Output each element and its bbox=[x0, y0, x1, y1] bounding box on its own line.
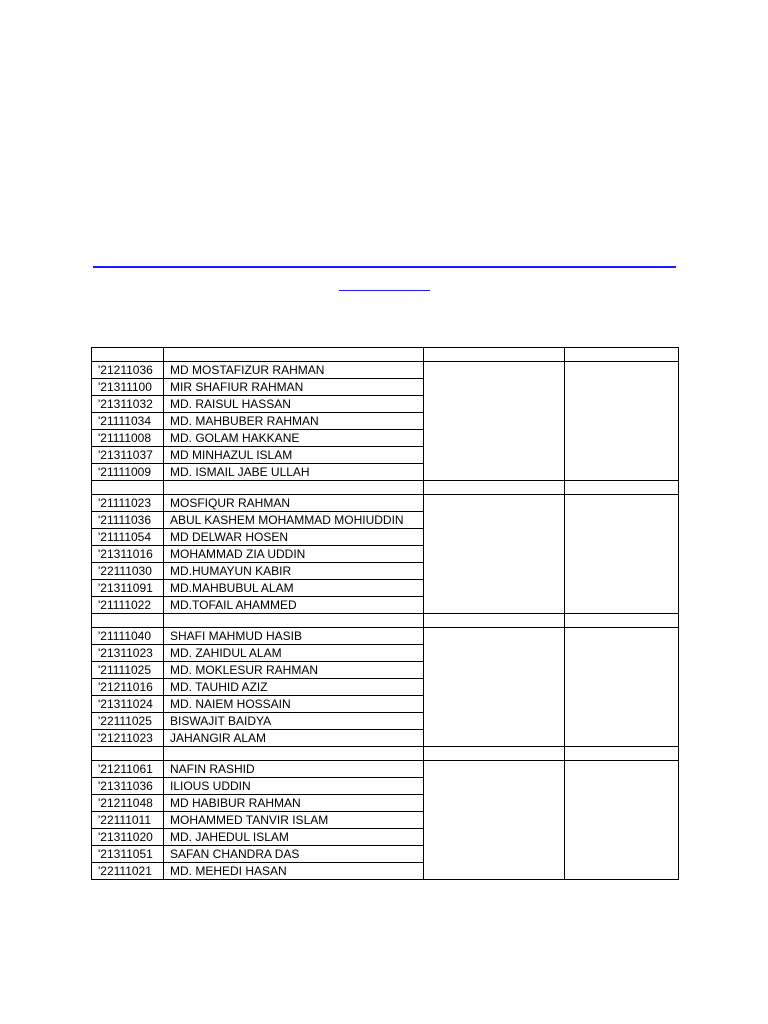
student-name-cell: MD MINHAZUL ISLAM bbox=[164, 447, 424, 464]
student-id-cell: '21111022 bbox=[92, 597, 164, 614]
student-id-cell: '21211048 bbox=[92, 795, 164, 812]
student-id-cell: '21311024 bbox=[92, 696, 164, 713]
student-name-cell: MOHAMMAD ZIA UDDIN bbox=[164, 546, 424, 563]
student-id-cell: '22111030 bbox=[92, 563, 164, 580]
separator-cell bbox=[92, 614, 164, 628]
student-id-cell: '21111054 bbox=[92, 529, 164, 546]
group-merged-cell-a bbox=[424, 362, 565, 481]
table-row bbox=[92, 628, 679, 645]
student-id-cell: '21111036 bbox=[92, 512, 164, 529]
group-merged-cell-b bbox=[565, 628, 679, 747]
header-rule bbox=[93, 266, 676, 268]
student-name-cell: MD. ZAHIDUL ALAM bbox=[164, 645, 424, 662]
group-merged-cell-b bbox=[565, 362, 679, 481]
student-name-cell: ABUL KASHEM MOHAMMAD MOHIUDDIN bbox=[164, 512, 424, 529]
student-name-cell: MD. GOLAM HAKKANE bbox=[164, 430, 424, 447]
sub-header-rule bbox=[339, 290, 430, 291]
header-cell-id bbox=[92, 348, 164, 362]
separator-cell bbox=[424, 614, 565, 628]
separator-cell bbox=[565, 481, 679, 495]
student-name-cell: MD. MOKLESUR RAHMAN bbox=[164, 662, 424, 679]
student-id-cell: '21111009 bbox=[92, 464, 164, 481]
student-name-cell: SHAFI MAHMUD HASIB bbox=[164, 628, 424, 645]
student-id-cell: '21111034 bbox=[92, 413, 164, 430]
student-name-cell: MD.HUMAYUN KABIR bbox=[164, 563, 424, 580]
student-name-cell: MD.MAHBUBUL ALAM bbox=[164, 580, 424, 597]
student-id-cell: '21311032 bbox=[92, 396, 164, 413]
student-id-cell: '21311036 bbox=[92, 778, 164, 795]
student-id-cell: '21311051 bbox=[92, 846, 164, 863]
separator-cell bbox=[565, 747, 679, 761]
group-separator-row bbox=[92, 481, 679, 495]
separator-cell bbox=[164, 481, 424, 495]
student-id-cell: '21211016 bbox=[92, 679, 164, 696]
student-name-cell: MD. ISMAIL JABE ULLAH bbox=[164, 464, 424, 481]
student-id-cell: '21311020 bbox=[92, 829, 164, 846]
student-roster-table bbox=[91, 347, 679, 880]
student-name-cell: MOSFIQUR RAHMAN bbox=[164, 495, 424, 512]
student-id-cell: '21111040 bbox=[92, 628, 164, 645]
group-separator-row bbox=[92, 747, 679, 761]
student-name-cell: NAFIN RASHID bbox=[164, 761, 424, 778]
separator-cell bbox=[164, 747, 424, 761]
student-name-cell: JAHANGIR ALAM bbox=[164, 730, 424, 747]
student-id-cell: '21111023 bbox=[92, 495, 164, 512]
roster-body bbox=[92, 348, 679, 880]
student-name-cell: MD. MAHBUBER RAHMAN bbox=[164, 413, 424, 430]
student-name-cell: MD HABIBUR RAHMAN bbox=[164, 795, 424, 812]
group-separator-row bbox=[92, 614, 679, 628]
separator-cell bbox=[92, 481, 164, 495]
student-id-cell: '22111011 bbox=[92, 812, 164, 829]
group-merged-cell-a bbox=[424, 628, 565, 747]
header-cell-name bbox=[164, 348, 424, 362]
separator-cell bbox=[92, 747, 164, 761]
header-cell-b bbox=[565, 348, 679, 362]
student-id-cell: '21311023 bbox=[92, 645, 164, 662]
group-merged-cell-b bbox=[565, 761, 679, 880]
student-name-cell: MD. JAHEDUL ISLAM bbox=[164, 829, 424, 846]
student-id-cell: '22111025 bbox=[92, 713, 164, 730]
separator-cell bbox=[424, 747, 565, 761]
student-name-cell: SAFAN CHANDRA DAS bbox=[164, 846, 424, 863]
student-id-cell: '21211023 bbox=[92, 730, 164, 747]
group-merged-cell-b bbox=[565, 495, 679, 614]
table-row bbox=[92, 495, 679, 512]
table-row bbox=[92, 362, 679, 379]
student-id-cell: '21111008 bbox=[92, 430, 164, 447]
table-row bbox=[92, 761, 679, 778]
student-id-cell: '21311016 bbox=[92, 546, 164, 563]
student-name-cell: MD. NAIEM HOSSAIN bbox=[164, 696, 424, 713]
student-name-cell: MD. MEHEDI HASAN bbox=[164, 863, 424, 880]
header-cell-a bbox=[424, 348, 565, 362]
student-name-cell: BISWAJIT BAIDYA bbox=[164, 713, 424, 730]
separator-cell bbox=[164, 614, 424, 628]
student-id-cell: '22111021 bbox=[92, 863, 164, 880]
student-id-cell: '21111025 bbox=[92, 662, 164, 679]
header-row bbox=[92, 348, 679, 362]
student-name-cell: MD DELWAR HOSEN bbox=[164, 529, 424, 546]
student-name-cell: MD.TOFAIL AHAMMED bbox=[164, 597, 424, 614]
student-id-cell: '21311100 bbox=[92, 379, 164, 396]
student-name-cell: MIR SHAFIUR RAHMAN bbox=[164, 379, 424, 396]
separator-cell bbox=[565, 614, 679, 628]
group-merged-cell-a bbox=[424, 761, 565, 880]
student-id-cell: '21211061 bbox=[92, 761, 164, 778]
student-name-cell: MD. TAUHID AZIZ bbox=[164, 679, 424, 696]
student-id-cell: '21211036 bbox=[92, 362, 164, 379]
student-id-cell: '21311091 bbox=[92, 580, 164, 597]
group-merged-cell-a bbox=[424, 495, 565, 614]
student-id-cell: '21311037 bbox=[92, 447, 164, 464]
student-name-cell: MD. RAISUL HASSAN bbox=[164, 396, 424, 413]
student-name-cell: MOHAMMED TANVIR ISLAM bbox=[164, 812, 424, 829]
separator-cell bbox=[424, 481, 565, 495]
student-name-cell: MD MOSTAFIZUR RAHMAN bbox=[164, 362, 424, 379]
student-name-cell: ILIOUS UDDIN bbox=[164, 778, 424, 795]
